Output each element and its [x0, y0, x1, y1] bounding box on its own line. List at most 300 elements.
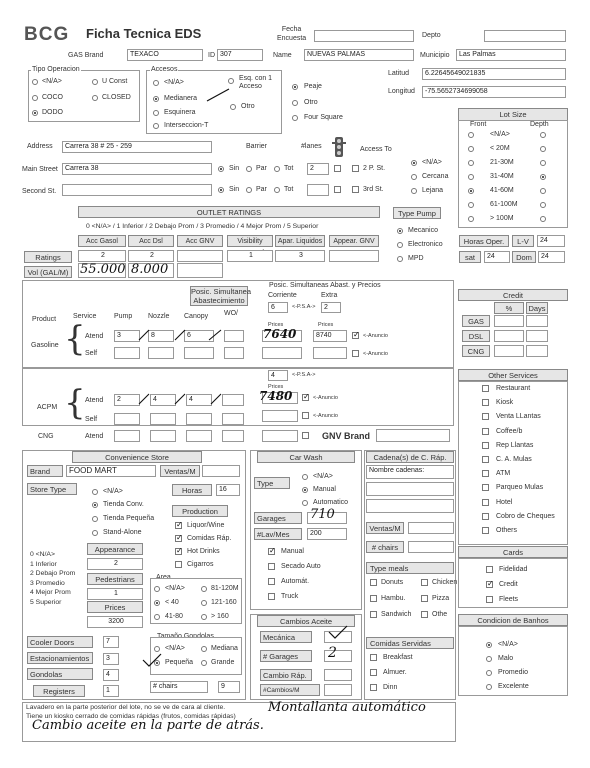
cw-type-manual-radio[interactable] [302, 487, 308, 493]
comida-almuer-label: Almuer. [383, 669, 407, 676]
second-st-label: Second St. [22, 188, 57, 195]
main-tot-radio[interactable] [274, 166, 280, 172]
tipo-op-na-label: <N/A> [42, 78, 62, 85]
banos-n-a-label: <N/A> [498, 641, 518, 648]
store-horas-label: Horas [172, 484, 212, 496]
accesos-esq-label: Esq. con 1 Acceso [239, 75, 273, 90]
comida-dinn-check[interactable] [370, 684, 377, 691]
service-atm-check[interactable] [482, 470, 489, 477]
two-p-st-label: 2 P. St. [363, 165, 386, 172]
comida-breakfast-check[interactable] [370, 654, 377, 661]
second-par-radio[interactable] [246, 187, 252, 193]
credit-cng-label: CNG [462, 345, 490, 357]
outlet-ratings-title: OUTLET RATINGS [78, 206, 380, 218]
rating-value-apar-liquidos[interactable]: 3 [275, 250, 325, 262]
second-tot-label: Tot [284, 186, 294, 193]
credit-dsl-label: DSL [462, 330, 490, 342]
tamano-grande-radio[interactable] [201, 660, 207, 666]
rating-value-appear-gnv[interactable] [329, 250, 379, 262]
pump-mecanico-radio[interactable] [397, 228, 403, 234]
cw-type-auto-radio[interactable] [302, 500, 308, 506]
area-na-radio[interactable] [154, 586, 160, 592]
credit-gas-pct[interactable] [494, 315, 524, 327]
lot-size-option-label: 31-40M [490, 173, 514, 180]
accesos-medianera-label: Medianera [164, 95, 198, 102]
tipo-op-dodo-radio[interactable] [32, 110, 38, 116]
meal-pizza-check[interactable] [421, 595, 428, 602]
tipo-op-closed-radio[interactable] [92, 95, 98, 101]
cng-canopy-field[interactable] [186, 430, 212, 442]
gas-price-extra-field[interactable]: 8740 [313, 330, 347, 342]
service-parqueo-mulas-check[interactable] [482, 484, 489, 491]
pedestrians-field[interactable]: 1 [87, 588, 143, 600]
cw-truck-check[interactable] [268, 593, 275, 600]
corriente-label: Corriente [268, 292, 297, 299]
page-title: Ficha Tecnica EDS [86, 26, 202, 41]
lot-front-61-100m-radio[interactable] [468, 202, 474, 208]
service-venta-llantas-check[interactable] [482, 413, 489, 420]
tipo-op-closed-label: CLOSED [102, 94, 131, 101]
accesos-na-radio[interactable] [153, 80, 159, 86]
store-ventas-field[interactable] [202, 465, 240, 477]
gas-brand-field[interactable]: TEXACO [127, 49, 203, 61]
store-scale-item: 5 Superior [30, 598, 62, 606]
gas-self-nozzle[interactable] [148, 347, 174, 359]
area-81-radio[interactable] [201, 586, 207, 592]
service-rep-llantas-label: Rep Llantas [496, 441, 534, 449]
longitud-field[interactable]: -75.5652734699058 [422, 86, 566, 98]
comida-dinn-label: Dinn [383, 684, 398, 691]
name-field[interactable]: NUEVAS PALMAS [304, 49, 414, 61]
cw-lav-field[interactable]: 200 [307, 528, 347, 540]
store-title: Convenience Store [72, 451, 202, 463]
lv-field[interactable]: 24 [537, 235, 565, 247]
acpm-self-pump[interactable] [114, 413, 140, 425]
store-type-na-label: <N/A> [103, 488, 123, 495]
outlet-ratings-scale: 0 <N/A> / 1 Inferior / 2 Debajo Prom / 3 Promedio / 4 Mejor Prom / 5 Superior [86, 223, 319, 230]
cambios-mes-field[interactable] [324, 684, 352, 696]
cambio-rap-label: Cambio Ráp. [260, 669, 312, 681]
accesos-esquinera-radio[interactable] [153, 110, 159, 116]
accesos-intersec-radio[interactable] [153, 123, 159, 129]
cw-garages-hand: 710 [310, 507, 335, 522]
access-to-label: Access To [360, 146, 392, 153]
prices-field[interactable]: 3200 [87, 616, 143, 628]
dom-field[interactable]: 24 [538, 251, 565, 263]
cw-autom-t-check[interactable] [268, 578, 275, 585]
canopy-label: Canopy [184, 313, 209, 320]
rating-value-acc-gnv[interactable] [177, 250, 223, 262]
id-field[interactable]: 307 [217, 49, 263, 61]
production-hot-drinks-label: Hot Drinks [187, 548, 220, 555]
appearance-field[interactable]: 2 [87, 558, 143, 570]
four-square-radio[interactable] [292, 115, 298, 121]
meal-sandwich-check[interactable] [370, 611, 377, 618]
gondolas-field[interactable]: 4 [103, 669, 119, 681]
credit-cng-pct[interactable] [494, 345, 524, 357]
tipo-op-coco-radio[interactable] [32, 95, 38, 101]
address-field[interactable]: Carrera 38 # 25 - 259 [62, 141, 212, 153]
card-fleets-check[interactable] [486, 596, 493, 603]
latitud-field[interactable]: 6.22645649021835 [422, 68, 566, 80]
gas-self-anuncio-check[interactable] [352, 350, 359, 357]
rating-value-acc-gasol[interactable]: 2 [78, 250, 126, 262]
second-par-label: Par [256, 186, 267, 193]
lot-front-n-a-radio[interactable] [468, 132, 474, 138]
area-41-label: 41-80 [165, 613, 183, 620]
pump-mpd-radio[interactable] [397, 256, 403, 262]
area-121-radio[interactable] [201, 600, 207, 606]
banos-promedio-radio[interactable] [486, 670, 492, 676]
second-tot-radio[interactable] [274, 187, 280, 193]
peaje-label: Peaje [304, 83, 322, 90]
store-horas-field[interactable]: 16 [216, 484, 240, 496]
store-type-pequena-label: Tienda Pequeña [103, 515, 155, 522]
card-credit-check[interactable] [486, 581, 493, 588]
lot-depth-20m-radio[interactable] [540, 146, 546, 152]
gas-self-pump[interactable] [114, 347, 140, 359]
service-restaurant-check[interactable] [482, 385, 489, 392]
store-type-conv-radio[interactable] [92, 502, 98, 508]
vol-gnv-field[interactable] [177, 263, 223, 278]
area-160-label: > 160 [211, 613, 229, 620]
cng-atend-label: Atend [85, 433, 104, 440]
pump-electronico-radio[interactable] [397, 242, 403, 248]
area-121-label: 121-160 [211, 599, 237, 606]
cng-pump-field[interactable] [114, 430, 140, 442]
service-coffee-b-label: Coffee/b [496, 427, 523, 435]
nozzle-label: Nozzle [148, 313, 170, 320]
store-brand-field[interactable]: FOOD MART [66, 465, 156, 477]
fecha-field[interactable] [314, 30, 414, 42]
car-wash-title: Car Wash [257, 451, 355, 463]
lot-front-label: Front [470, 121, 487, 128]
otro-label: Otro [304, 99, 318, 106]
access-lejana-radio[interactable] [411, 188, 417, 194]
acpm-pump-field[interactable]: 2 [114, 394, 140, 406]
production-cigarros-check[interactable] [175, 561, 182, 568]
credit-cng-days[interactable] [526, 345, 548, 357]
production-hot-drinks-check[interactable] [175, 548, 182, 555]
vol-gasol-hand: 55.000 [80, 262, 126, 277]
cw-manual-label: Manual [281, 548, 304, 555]
otro-radio[interactable] [292, 100, 298, 106]
ratings-label: Ratings [24, 251, 72, 263]
credit-gas-days[interactable] [526, 315, 548, 327]
acpm-psa-field[interactable]: 4 [268, 370, 288, 381]
rating-value-acc-dsl[interactable]: 2 [128, 250, 174, 262]
lot-depth-31-40m-radio[interactable] [540, 174, 546, 180]
acpm-nozzle-field[interactable]: 4 [150, 394, 176, 406]
tamano-mediana-label: Mediana [211, 645, 238, 652]
pump-label: Pump [114, 313, 133, 320]
hand-mark [137, 392, 237, 406]
psa-label: <-P.S.A-> [292, 304, 316, 310]
cng-nozzle-field[interactable] [150, 430, 176, 442]
main-lanes-field[interactable]: 2 [307, 163, 329, 175]
acpm-price-hand: 7480 [259, 389, 293, 403]
area-label: Area [156, 574, 171, 581]
store-type-pequena-radio[interactable] [92, 516, 98, 522]
acpm-self-anuncio-label: <-Anuncio [313, 413, 338, 419]
card-fleets-label: Fleets [499, 596, 519, 603]
card-credit-label: Credit [499, 581, 518, 588]
credit-gas-label: GAS [462, 315, 490, 327]
store-scale-item: 0 <N/A> [30, 551, 55, 558]
store-chairs-field[interactable]: 9 [218, 681, 240, 693]
banos-n-a-radio[interactable] [486, 642, 492, 648]
production-liquor-wine-label: Liquor/Wine [187, 522, 225, 529]
lot-depth-n-a-radio[interactable] [540, 132, 546, 138]
store-type-standalone-radio[interactable] [92, 530, 98, 536]
cooler-label: Cooler Doors [27, 636, 93, 648]
tamano-mediana-radio[interactable] [201, 646, 207, 652]
depto-field[interactable] [484, 30, 566, 42]
tamano-label: Tamaño Gondolas [157, 633, 214, 640]
cards-title: Cards [458, 546, 568, 558]
appearance-label: Appearance [87, 543, 143, 555]
main-par-radio[interactable] [246, 166, 252, 172]
service-hotel-check[interactable] [482, 499, 489, 506]
lot-depth-21-30m-radio[interactable] [540, 160, 546, 166]
lot-size-option-label: 61-100M [490, 201, 518, 208]
meal-donuts-check[interactable] [370, 579, 377, 586]
corriente-psa-field[interactable]: 6 [268, 302, 288, 313]
banos-excelente-radio[interactable] [486, 684, 492, 690]
accesos-medianera-radio[interactable] [153, 96, 159, 102]
service-cobro-de-cheques-label: Cobro de Cheques [496, 512, 555, 520]
cadena-ventas-label: Ventas/M [366, 522, 404, 534]
acpm-label: ACPM [37, 404, 58, 411]
cw-secado-auto-label: Secado Auto [281, 563, 321, 570]
cadena-nombre-line-2[interactable] [366, 499, 454, 513]
acpm-self-label: Self [85, 416, 98, 423]
lot-size-option-label: < 20M [490, 145, 510, 152]
extra-label: Extra [321, 292, 338, 299]
hand-mark [137, 328, 237, 342]
gas-self-label: Self [85, 350, 98, 357]
store-scale-item: 1 Inferior [30, 560, 57, 568]
service-others-check[interactable] [482, 527, 489, 534]
rating-header-visibility: Visibility [227, 235, 273, 247]
comida-almuer-check[interactable] [370, 669, 377, 676]
production-label: Production [172, 505, 228, 517]
notes-handwritten-1: Montallanta automático [268, 700, 426, 715]
cw-secado-auto-check[interactable] [268, 563, 275, 570]
lot-depth-label: Depth [530, 121, 549, 128]
gas-prices-label-1: Prices [268, 322, 284, 328]
tipo-op-uconst-radio[interactable] [92, 79, 98, 85]
credit-dsl-pct[interactable] [494, 330, 524, 342]
type-meals-label: Type meals [366, 562, 454, 574]
cw-type-na-radio[interactable] [302, 474, 308, 480]
area-40-radio[interactable] [154, 600, 160, 606]
acpm-self-price[interactable] [262, 410, 298, 422]
production-cigarros-label: Cigarros [187, 561, 214, 568]
production-comidas-r-p-check[interactable] [175, 535, 182, 542]
area-160-radio[interactable] [201, 614, 207, 620]
credit-dsl-days[interactable] [526, 330, 548, 342]
cadena-chairs-field[interactable] [408, 541, 454, 553]
cng-anuncio-check[interactable] [302, 432, 309, 439]
access-cercana-radio[interactable] [411, 174, 417, 180]
access-na-radio[interactable] [411, 160, 417, 166]
card-fidelidad-check[interactable] [486, 566, 493, 573]
lot-size-option-label: 41-60M [490, 187, 514, 194]
second-sin-radio[interactable] [218, 187, 224, 193]
service-others-label: Others [496, 527, 518, 534]
meal-donuts-label: Donuts [381, 579, 404, 586]
accesos-otro-radio[interactable] [230, 104, 236, 110]
banos-malo-label: Malo [498, 655, 514, 662]
cadena-ventas-field[interactable] [408, 522, 454, 534]
estacionamientos-field[interactable]: 3 [103, 653, 119, 665]
lot-depth-100m-radio[interactable] [540, 216, 546, 222]
tamano-na-label: <N/A> [165, 645, 185, 652]
cng-price-field[interactable] [262, 430, 298, 442]
acpm-anuncio-label: <-Anuncio [313, 395, 338, 401]
lot-front-31-40m-radio[interactable] [468, 174, 474, 180]
service-c-a-mulas-check[interactable] [482, 456, 489, 463]
acpm-atend-label: Atend [85, 397, 104, 404]
pump-mpd-label: MPD [408, 255, 424, 262]
pump-electronico-label: Electronico [408, 241, 443, 248]
lot-front-20m-radio[interactable] [468, 146, 474, 152]
lot-front-41-60m-radio[interactable] [468, 188, 474, 194]
longitud-label: Longitud [388, 88, 415, 95]
meal-chicken-check[interactable] [421, 579, 428, 586]
rating-header-acc-dsl: Acc Dsl [128, 235, 174, 247]
cambio-rap-field[interactable] [324, 669, 352, 681]
municipio-field[interactable]: Las Palmas [456, 49, 566, 61]
access-na-label: <N/A> [422, 159, 442, 166]
estacionamientos-label: Estacionamientos [27, 652, 93, 664]
acpm-self-canopy[interactable] [186, 413, 212, 425]
service-kiosk-label: Kiosk [496, 399, 514, 407]
accesos-esq-radio[interactable] [228, 78, 234, 84]
gas-self-canopy[interactable] [184, 347, 214, 359]
rating-header-acc-gasol: Acc Gasol [78, 235, 126, 247]
lot-depth-61-100m-radio[interactable] [540, 202, 546, 208]
service-hotel-label: Hotel [496, 498, 513, 506]
tipo-op-na-radio[interactable] [32, 79, 38, 85]
production-liquor-wine-check[interactable] [175, 522, 182, 529]
second-lanes-field[interactable] [307, 184, 329, 196]
gas-brand-label: GAS Brand [68, 52, 104, 59]
name-label: Name [273, 52, 292, 59]
gas-self-wo[interactable] [224, 347, 244, 359]
meal-othe-label: Othe [432, 611, 448, 618]
acpm-anuncio-check[interactable] [302, 394, 309, 401]
registers-field[interactable]: 1 [103, 685, 119, 697]
banos-title: Condicion de Banhos [458, 614, 568, 626]
wo-label: WO/ [224, 310, 238, 317]
rating-header-apar-liquidos: Apar. Liquidos [275, 235, 325, 247]
service-rep-llantas-check[interactable] [482, 442, 489, 449]
pedestrians-label: Pedestrians [87, 573, 143, 585]
two-p-st-check[interactable] [352, 165, 359, 172]
second-barrier-check[interactable] [334, 186, 341, 193]
tipo-op-coco-label: COCO [42, 94, 63, 101]
gas-anuncio-check[interactable] [352, 332, 359, 339]
second-st-field[interactable] [62, 184, 212, 196]
four-square-label: Four Square [304, 114, 343, 121]
traffic-light-icon [332, 137, 346, 159]
gas-self-price-extra[interactable] [313, 347, 347, 359]
meal-othe-check[interactable] [421, 611, 428, 618]
area-41-radio[interactable] [154, 614, 160, 620]
cw-manual-check[interactable] [268, 548, 275, 555]
service-kiosk-check[interactable] [482, 399, 489, 406]
acpm-canopy-field[interactable]: 4 [186, 394, 212, 406]
gas-self-price-corr[interactable] [262, 347, 302, 359]
gas-prices-label-2: Prices [318, 322, 334, 328]
banos-excelente-label: Excelente [498, 683, 529, 690]
cw-lav-label: #Lav/Mes [254, 528, 302, 540]
cng-wo-field[interactable] [222, 430, 244, 442]
peaje-radio[interactable] [292, 84, 298, 90]
acpm-self-wo[interactable] [222, 413, 244, 425]
gnv-brand-field[interactable] [376, 429, 450, 442]
acpm-brace: { [64, 383, 86, 423]
accesos-otro-label: Otro [241, 103, 255, 110]
cambios-mes-label: #Cambios/M [260, 684, 320, 696]
banos-malo-radio[interactable] [486, 656, 492, 662]
type-pump-title: Type Pump [393, 207, 441, 219]
municipio-label: Municipio [420, 52, 450, 59]
posic-title: Posic. Simultaneas Abast. y Precios [269, 282, 381, 289]
cadena-nombre-line-1[interactable] [366, 482, 454, 496]
gas-nozzle-field[interactable]: 8 [148, 330, 174, 342]
lot-size-option-label: > 100M [490, 215, 514, 222]
horas-oper-label: Horas Oper. [459, 235, 509, 247]
service-c-a-mulas-label: C. A. Mulas [496, 456, 532, 463]
lot-front-100m-radio[interactable] [468, 216, 474, 222]
lv-label: L-V [512, 235, 534, 247]
lot-front-21-30m-radio[interactable] [468, 160, 474, 166]
tamano-pequena-label: Pequeña [165, 659, 194, 666]
acpm-self-anuncio-check[interactable] [302, 412, 309, 419]
service-coffee-b-check[interactable] [482, 428, 489, 435]
main-street-field[interactable]: Carrera 38 [62, 163, 212, 175]
sat-label: sat [459, 251, 481, 263]
meal-hambu-check[interactable] [370, 595, 377, 602]
service-cobro-de-cheques-check[interactable] [482, 513, 489, 520]
cooler-field[interactable]: 7 [103, 636, 119, 648]
cadena-nombre-field[interactable]: Nombre cadenas: [366, 465, 454, 479]
tamano-grande-label: Grande [211, 659, 235, 666]
cw-autom-t-label: Automát. [281, 578, 310, 585]
third-st-check[interactable] [352, 186, 359, 193]
store-type-standalone-label: Stand-Alone [103, 529, 142, 536]
gas-self-anuncio-label: <-Anuncio [363, 351, 388, 357]
acpm-self-nozzle[interactable] [150, 413, 176, 425]
gas-pump-field[interactable]: 3 [114, 330, 140, 342]
store-type-na-radio[interactable] [92, 489, 98, 495]
sat-field[interactable]: 24 [484, 251, 510, 263]
depto-label: Depto [422, 32, 441, 39]
main-sin-radio[interactable] [218, 166, 224, 172]
accesos-esquinera-label: Esquinera [164, 109, 196, 116]
gas-canopy-field[interactable]: 6 [184, 330, 214, 342]
lanes-label: #lanes [301, 143, 322, 150]
main-barrier-check[interactable] [334, 165, 341, 172]
gas-atend-label: Atend [85, 333, 104, 340]
rating-value-visibility[interactable]: 1 [227, 250, 273, 262]
credit-days-header: Days [526, 302, 548, 314]
extra-psa-field[interactable]: 2 [321, 302, 341, 313]
lot-depth-41-60m-radio[interactable] [540, 188, 546, 194]
